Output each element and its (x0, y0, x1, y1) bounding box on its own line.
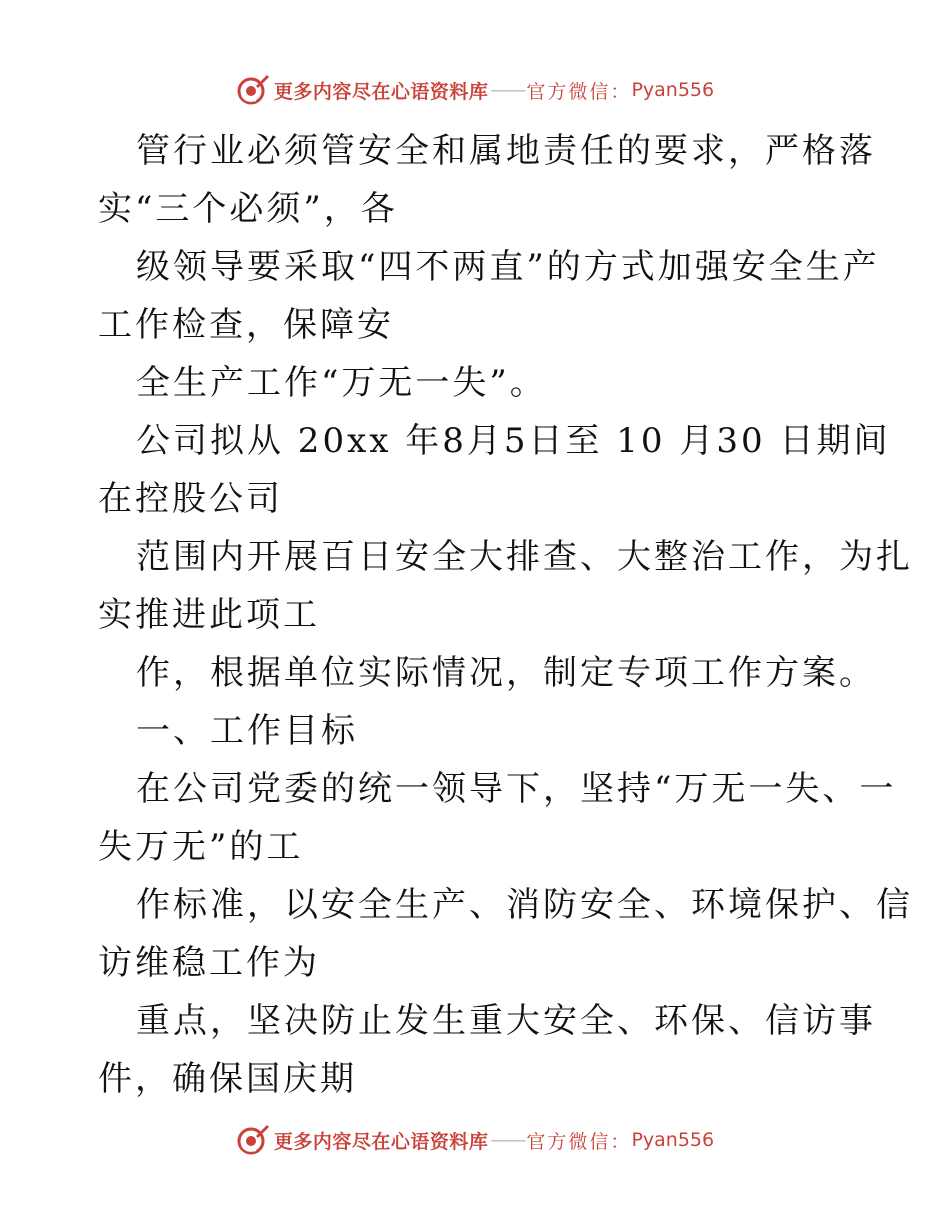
header-watermark-banner (0, 70, 950, 110)
banner-main-text: 更多内容尽在心语资料库 (273, 1130, 489, 1153)
banner-wechat-label: 官方微信： (526, 80, 632, 103)
banner-wechat-id: Pyan556 (631, 79, 715, 101)
banner-wechat-id: Pyan556 (631, 1129, 715, 1151)
text-line: 实推进此项工 (98, 595, 320, 635)
text-line: 公司拟从 20xx 年8月5日至 10 月30 日期间 (136, 421, 891, 461)
pen-nib-circle-icon (236, 73, 270, 107)
banner-main-text: 更多内容尽在心语资料库 (273, 80, 489, 103)
pen-nib-circle-icon (236, 1123, 270, 1157)
banner-separator: —— (490, 79, 525, 101)
text-line: 件，确保国庆期 (98, 1059, 357, 1099)
text-line: 作，根据单位实际情况，制定专项工作方案。 (136, 653, 876, 693)
document-body (98, 122, 913, 1108)
banner-wechat-label: 官方微信： (526, 1130, 632, 1153)
text-line: 全生产工作“万无一失”。 (136, 363, 547, 403)
text-line: 工作检查，保障安 (98, 305, 394, 345)
banner-separator: —— (490, 1129, 525, 1151)
text-line: 访维稳工作为 (98, 943, 320, 983)
text-line: 一、工作目标 (136, 711, 358, 751)
text-line: 实“三个必须”，各 (98, 189, 398, 229)
footer-watermark-banner (0, 1120, 950, 1160)
text-line: 级领导要采取“四不两直”的方式加强安全生产 (136, 247, 880, 287)
text-line: 管行业必须管安全和属地责任的要求，严格落 (136, 131, 876, 171)
text-line: 范围内开展百日安全大排查、大整治工作，为扎 (136, 537, 913, 577)
text-line: 作标准，以安全生产、消防安全、环境保护、信 (136, 885, 913, 925)
text-line: 在公司党委的统一领导下，坚持“万无一失、一 (136, 769, 897, 809)
text-line: 失万无”的工 (98, 827, 304, 867)
text-line: 重点，坚决防止发生重大安全、环保、信访事 (136, 1001, 876, 1041)
text-line: 在控股公司 (98, 479, 283, 519)
